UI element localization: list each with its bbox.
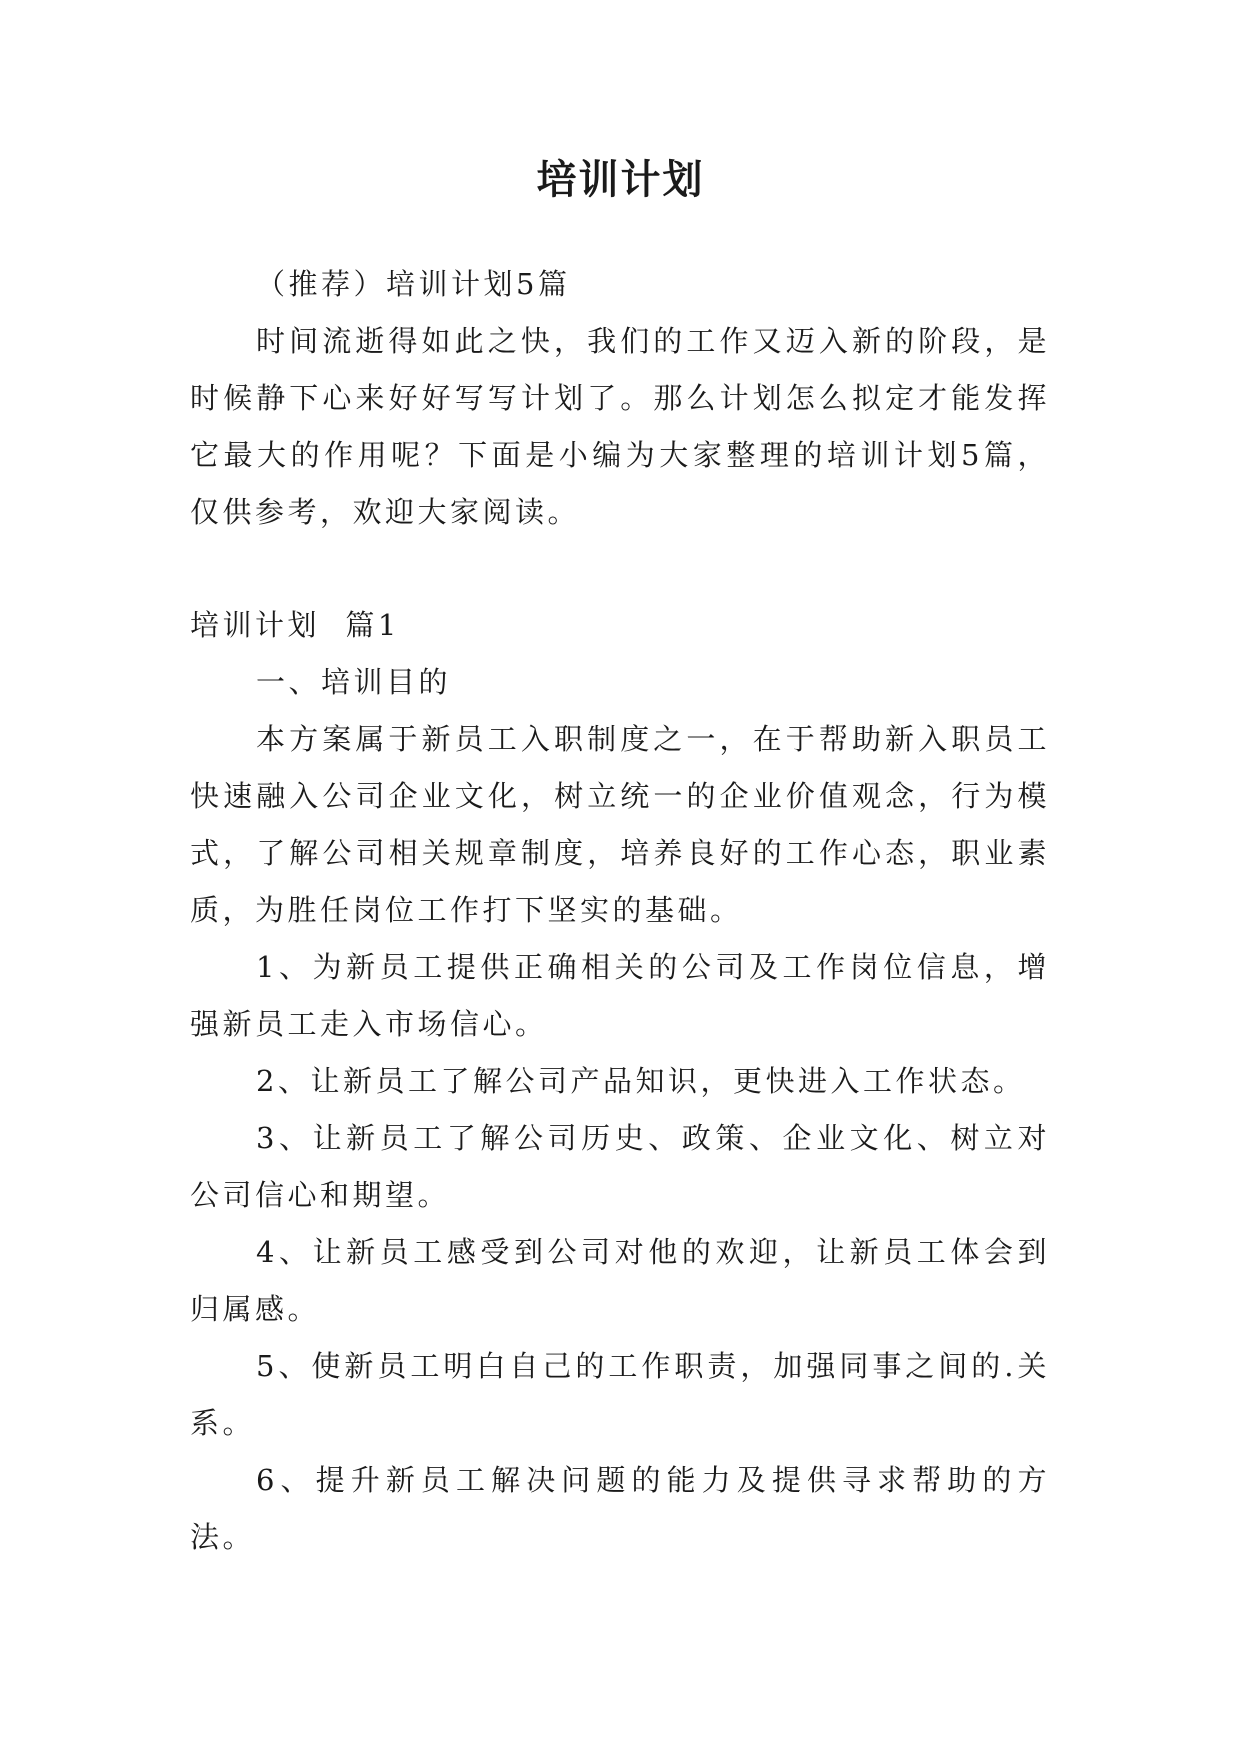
intro-paragraph: 时间流逝得如此之快，我们的工作又迈入新的阶段，是时候静下心来好好写写计划了。那么计划怎么拟定才能发挥它最大的作用呢？下面是小编为大家整理的培训计划5篇，仅供参考，欢迎大家阅读。 (190, 324, 1050, 529)
purpose-paragraph: 本方案属于新员工入职制度之一，在于帮助新入职员工快速融入公司企业文化，树立统一的企业价值观念，行为模式，了解公司相关规章制度，培养良好的工作心态，职业素质，为胜任岗位工作打下坚实的基础。 (190, 722, 1050, 927)
list-item: 5、使新员工明白自己的工作职责，加强同事之间的.关系。 (190, 1349, 1050, 1440)
list-item: 6、提升新员工解决问题的能力及提供寻求帮助的方法。 (190, 1463, 1050, 1554)
section-subheading: 一、培训目的 (256, 665, 452, 699)
list-item: 3、让新员工了解公司历史、政策、企业文化、树立对公司信心和期望。 (190, 1121, 1050, 1212)
intro-subtitle: （推荐）培训计划5篇 (256, 267, 571, 301)
document-body (190, 256, 1050, 1566)
list-item: 1、为新员工提供正确相关的公司及工作岗位信息，增强新员工走入市场信心。 (190, 950, 1050, 1041)
section-heading: 培训计划 篇1 (190, 608, 400, 642)
section-gap (190, 541, 1050, 597)
list-item: 2、让新员工了解公司产品知识，更快进入工作状态。 (256, 1064, 1026, 1098)
document-title: 培训计划 (536, 156, 705, 203)
list-item: 4、让新员工感受到公司对他的欢迎，让新员工体会到归属感。 (190, 1235, 1050, 1326)
